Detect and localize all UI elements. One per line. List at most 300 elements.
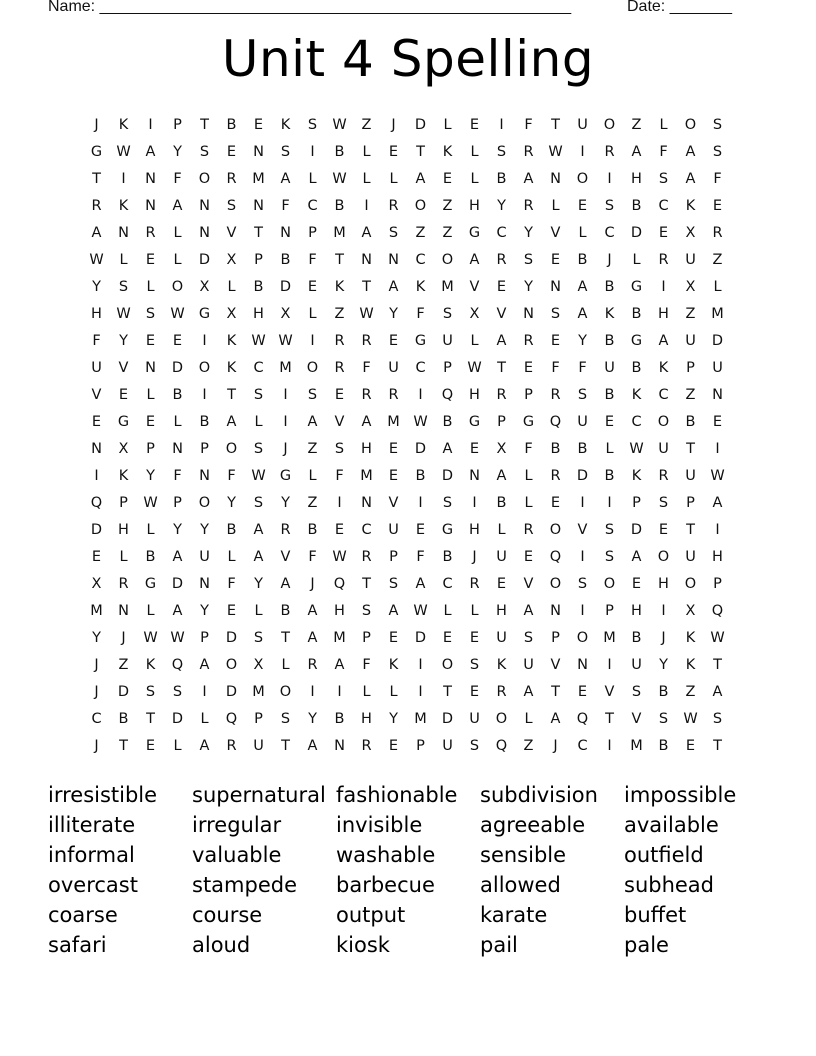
grid-letter[interactable]: N	[550, 170, 561, 187]
grid-letter[interactable]: U	[496, 548, 507, 565]
grid-letter[interactable]: Z	[118, 656, 129, 673]
grid-letter[interactable]: L	[362, 683, 371, 700]
grid-letter[interactable]: G	[441, 521, 454, 538]
grid-letter[interactable]: O	[684, 116, 697, 133]
grid-letter[interactable]: V	[388, 494, 399, 511]
grid-letter[interactable]: E	[226, 143, 237, 160]
grid-letter[interactable]: O	[603, 116, 616, 133]
grid-letter[interactable]: Z	[442, 224, 453, 241]
grid-letter[interactable]: F	[551, 359, 560, 376]
grid-letter[interactable]: B	[631, 305, 642, 322]
grid-letter[interactable]: M	[630, 737, 643, 754]
grid-letter[interactable]: U	[199, 548, 210, 565]
grid-letter[interactable]: X	[91, 575, 102, 592]
grid-letter[interactable]: V	[226, 224, 237, 241]
grid-letter[interactable]: T	[686, 521, 695, 538]
grid-letter[interactable]: A	[388, 602, 399, 619]
grid-letter[interactable]: S	[307, 386, 318, 403]
grid-letter[interactable]: U	[712, 359, 723, 376]
grid-letter[interactable]: R	[388, 197, 399, 214]
grid-letter[interactable]: L	[524, 494, 533, 511]
grid-letter[interactable]: I	[580, 143, 585, 160]
grid-letter[interactable]: E	[91, 413, 102, 430]
grid-letter[interactable]: O	[225, 440, 238, 457]
grid-letter[interactable]: T	[119, 737, 128, 754]
grid-letter[interactable]: F	[227, 467, 236, 484]
grid-letter[interactable]: R	[280, 521, 291, 538]
grid-letter[interactable]: E	[523, 359, 534, 376]
grid-letter[interactable]: W	[359, 305, 374, 322]
grid-letter[interactable]: Y	[200, 602, 209, 619]
grid-letter[interactable]: Z	[307, 494, 318, 511]
grid-letter[interactable]: E	[631, 575, 642, 592]
grid-letter[interactable]: E	[658, 224, 669, 241]
grid-letter[interactable]: H	[91, 305, 102, 322]
grid-letter[interactable]: R	[550, 467, 561, 484]
grid-letter[interactable]: E	[604, 413, 615, 430]
grid-letter[interactable]: A	[550, 710, 561, 727]
grid-letter[interactable]: V	[469, 278, 480, 295]
grid-letter[interactable]: O	[549, 575, 562, 592]
grid-letter[interactable]: I	[418, 386, 423, 403]
grid-letter[interactable]: R	[91, 197, 102, 214]
grid-letter[interactable]: V	[496, 305, 507, 322]
grid-letter[interactable]: E	[496, 575, 507, 592]
grid-letter[interactable]: T	[281, 629, 290, 646]
grid-letter[interactable]: S	[469, 737, 480, 754]
grid-letter[interactable]: J	[94, 656, 99, 673]
grid-letter[interactable]: W	[548, 143, 563, 160]
grid-letter[interactable]: Q	[441, 386, 454, 403]
grid-letter[interactable]: Y	[578, 332, 587, 349]
grid-letter[interactable]: K	[604, 305, 615, 322]
grid-letter[interactable]: T	[551, 683, 560, 700]
grid-letter[interactable]: W	[710, 467, 725, 484]
grid-letter[interactable]: B	[658, 737, 669, 754]
grid-letter[interactable]: T	[281, 737, 290, 754]
grid-letter[interactable]: I	[310, 683, 315, 700]
grid-letter[interactable]: I	[148, 116, 153, 133]
grid-letter[interactable]: D	[171, 359, 184, 376]
grid-letter[interactable]: K	[226, 332, 237, 349]
grid-letter[interactable]: M	[414, 710, 427, 727]
grid-letter[interactable]: D	[414, 440, 427, 457]
grid-letter[interactable]: P	[497, 413, 506, 430]
grid-letter[interactable]: S	[712, 116, 723, 133]
grid-letter[interactable]: I	[337, 683, 342, 700]
grid-letter[interactable]: A	[469, 251, 480, 268]
grid-letter[interactable]: C	[442, 575, 453, 592]
grid-letter[interactable]: P	[362, 629, 371, 646]
grid-letter[interactable]: R	[118, 575, 129, 592]
grid-letter[interactable]: W	[116, 305, 131, 322]
grid-letter[interactable]: K	[118, 467, 129, 484]
grid-letter[interactable]: R	[658, 467, 669, 484]
grid-letter[interactable]: J	[283, 440, 288, 457]
grid-letter[interactable]: A	[496, 332, 507, 349]
grid-letter[interactable]: B	[685, 413, 696, 430]
grid-letter[interactable]: K	[685, 656, 696, 673]
grid-letter[interactable]: M	[333, 224, 346, 241]
grid-letter[interactable]: B	[118, 710, 129, 727]
grid-letter[interactable]: Z	[334, 305, 345, 322]
grid-letter[interactable]: A	[496, 467, 507, 484]
grid-letter[interactable]: N	[361, 494, 372, 511]
grid-letter[interactable]: W	[683, 710, 698, 727]
grid-letter[interactable]: A	[577, 278, 588, 295]
grid-letter[interactable]: Y	[524, 278, 533, 295]
grid-letter[interactable]: I	[580, 548, 585, 565]
grid-letter[interactable]: B	[307, 521, 318, 538]
grid-letter[interactable]: M	[711, 305, 724, 322]
grid-letter[interactable]: S	[280, 143, 291, 160]
grid-letter[interactable]: G	[630, 278, 643, 295]
grid-letter[interactable]: P	[119, 494, 128, 511]
grid-letter[interactable]: K	[442, 143, 453, 160]
grid-letter[interactable]: E	[442, 629, 453, 646]
grid-letter[interactable]: R	[307, 656, 318, 673]
grid-letter[interactable]: W	[332, 170, 347, 187]
grid-letter[interactable]: N	[145, 197, 156, 214]
grid-letter[interactable]: A	[172, 602, 183, 619]
grid-letter[interactable]: H	[469, 197, 480, 214]
grid-letter[interactable]: A	[307, 602, 318, 619]
grid-letter[interactable]: Z	[361, 116, 372, 133]
date-field[interactable]: Date: _______	[627, 0, 732, 15]
grid-letter[interactable]: P	[146, 440, 155, 457]
grid-letter[interactable]: S	[469, 656, 480, 673]
grid-letter[interactable]: W	[89, 251, 104, 268]
grid-letter[interactable]: W	[170, 305, 185, 322]
grid-letter[interactable]: K	[226, 359, 237, 376]
grid-letter[interactable]: X	[253, 656, 264, 673]
grid-letter[interactable]: A	[199, 737, 210, 754]
grid-letter[interactable]: P	[551, 629, 560, 646]
grid-letter[interactable]: B	[496, 170, 507, 187]
grid-letter[interactable]: B	[253, 278, 264, 295]
grid-letter[interactable]: L	[389, 170, 398, 187]
grid-letter[interactable]: U	[523, 656, 534, 673]
grid-letter[interactable]: C	[658, 197, 669, 214]
grid-letter[interactable]: A	[712, 494, 723, 511]
grid-letter[interactable]: F	[335, 467, 344, 484]
grid-letter[interactable]: V	[91, 386, 102, 403]
grid-letter[interactable]: E	[226, 602, 237, 619]
grid-letter[interactable]: Q	[549, 413, 562, 430]
grid-letter[interactable]: O	[198, 494, 211, 511]
grid-letter[interactable]: M	[252, 170, 265, 187]
grid-letter[interactable]: Y	[173, 143, 182, 160]
grid-letter[interactable]: U	[388, 359, 399, 376]
grid-letter[interactable]: Z	[307, 440, 318, 457]
grid-letter[interactable]: R	[523, 143, 534, 160]
grid-letter[interactable]: W	[413, 413, 428, 430]
grid-letter[interactable]: S	[307, 116, 318, 133]
grid-letter[interactable]: B	[550, 440, 561, 457]
grid-letter[interactable]: Z	[523, 737, 534, 754]
grid-letter[interactable]: H	[712, 548, 723, 565]
grid-letter[interactable]: A	[280, 575, 291, 592]
grid-letter[interactable]: E	[577, 683, 588, 700]
grid-letter[interactable]: M	[279, 359, 292, 376]
grid-letter[interactable]: D	[90, 521, 103, 538]
grid-letter[interactable]: F	[524, 440, 533, 457]
grid-letter[interactable]: I	[310, 332, 315, 349]
grid-letter[interactable]: I	[715, 521, 720, 538]
grid-letter[interactable]: C	[604, 224, 615, 241]
grid-letter[interactable]: W	[278, 332, 293, 349]
grid-letter[interactable]: S	[604, 548, 615, 565]
grid-letter[interactable]: U	[91, 359, 102, 376]
grid-letter[interactable]: I	[607, 170, 612, 187]
grid-letter[interactable]: L	[524, 467, 533, 484]
grid-letter[interactable]: L	[443, 602, 452, 619]
grid-letter[interactable]: A	[307, 413, 318, 430]
grid-letter[interactable]: I	[418, 494, 423, 511]
grid-letter[interactable]: T	[605, 710, 614, 727]
grid-letter[interactable]: B	[334, 143, 345, 160]
grid-letter[interactable]: H	[469, 521, 480, 538]
grid-letter[interactable]: L	[362, 170, 371, 187]
grid-letter[interactable]: X	[226, 305, 237, 322]
grid-letter[interactable]: A	[442, 440, 453, 457]
grid-letter[interactable]: C	[415, 359, 426, 376]
grid-letter[interactable]: R	[658, 251, 669, 268]
grid-letter[interactable]: U	[442, 737, 453, 754]
grid-letter[interactable]: I	[472, 494, 477, 511]
grid-letter[interactable]: L	[281, 656, 290, 673]
grid-letter[interactable]: R	[145, 224, 156, 241]
grid-letter[interactable]: T	[713, 737, 722, 754]
grid-letter[interactable]: N	[253, 197, 264, 214]
grid-letter[interactable]: J	[94, 737, 99, 754]
grid-letter[interactable]: U	[388, 521, 399, 538]
grid-letter[interactable]: S	[253, 440, 264, 457]
grid-letter[interactable]: E	[172, 332, 183, 349]
grid-letter[interactable]: I	[607, 494, 612, 511]
grid-letter[interactable]: F	[281, 197, 290, 214]
grid-letter[interactable]: B	[199, 413, 210, 430]
grid-letter[interactable]: I	[580, 494, 585, 511]
grid-letter[interactable]: A	[523, 602, 534, 619]
grid-letter[interactable]: F	[308, 548, 317, 565]
grid-letter[interactable]: S	[631, 683, 642, 700]
grid-letter[interactable]: S	[577, 575, 588, 592]
grid-letter[interactable]: E	[91, 548, 102, 565]
grid-letter[interactable]: W	[170, 629, 185, 646]
grid-letter[interactable]: S	[550, 305, 561, 322]
grid-letter[interactable]: G	[414, 332, 427, 349]
grid-letter[interactable]: I	[418, 656, 423, 673]
grid-letter[interactable]: N	[172, 440, 183, 457]
grid-letter[interactable]: U	[685, 251, 696, 268]
grid-letter[interactable]: R	[523, 521, 534, 538]
grid-letter[interactable]: L	[173, 224, 182, 241]
grid-letter[interactable]: N	[253, 143, 264, 160]
grid-letter[interactable]: E	[469, 116, 480, 133]
grid-letter[interactable]: A	[415, 575, 426, 592]
grid-letter[interactable]: E	[145, 332, 156, 349]
grid-letter[interactable]: D	[279, 278, 292, 295]
grid-letter[interactable]: L	[497, 521, 506, 538]
grid-letter[interactable]: S	[118, 278, 129, 295]
grid-letter[interactable]: Q	[90, 494, 103, 511]
grid-letter[interactable]: S	[253, 386, 264, 403]
grid-letter[interactable]: L	[524, 710, 533, 727]
grid-letter[interactable]: R	[712, 224, 723, 241]
grid-letter[interactable]: G	[90, 143, 103, 160]
grid-letter[interactable]: Y	[146, 467, 155, 484]
grid-letter[interactable]: C	[631, 413, 642, 430]
grid-letter[interactable]: A	[361, 413, 372, 430]
grid-letter[interactable]: H	[658, 305, 669, 322]
grid-letter[interactable]: A	[199, 656, 210, 673]
grid-letter[interactable]: E	[253, 116, 264, 133]
grid-letter[interactable]: B	[604, 278, 615, 295]
grid-letter[interactable]: R	[226, 170, 237, 187]
grid-letter[interactable]: B	[604, 386, 615, 403]
grid-letter[interactable]: N	[712, 386, 723, 403]
grid-letter[interactable]: E	[145, 413, 156, 430]
grid-letter[interactable]: E	[712, 413, 723, 430]
grid-letter[interactable]: D	[630, 224, 643, 241]
grid-letter[interactable]: T	[686, 440, 695, 457]
grid-letter[interactable]: E	[712, 197, 723, 214]
grid-letter[interactable]: M	[603, 629, 616, 646]
grid-letter[interactable]: J	[310, 575, 315, 592]
grid-letter[interactable]: V	[604, 683, 615, 700]
grid-letter[interactable]: K	[118, 197, 129, 214]
grid-letter[interactable]: S	[199, 143, 210, 160]
grid-letter[interactable]: E	[550, 494, 561, 511]
grid-letter[interactable]: H	[631, 602, 642, 619]
grid-letter[interactable]: S	[712, 710, 723, 727]
grid-letter[interactable]: H	[361, 440, 372, 457]
grid-letter[interactable]: E	[145, 251, 156, 268]
grid-letter[interactable]: L	[659, 116, 668, 133]
grid-letter[interactable]: A	[145, 143, 156, 160]
grid-letter[interactable]: G	[279, 467, 292, 484]
grid-letter[interactable]: A	[172, 548, 183, 565]
grid-letter[interactable]: Y	[92, 278, 101, 295]
grid-letter[interactable]: X	[280, 305, 291, 322]
grid-letter[interactable]: M	[387, 413, 400, 430]
grid-letter[interactable]: I	[661, 278, 666, 295]
grid-letter[interactable]: C	[361, 521, 372, 538]
grid-letter[interactable]: T	[362, 575, 371, 592]
grid-letter[interactable]: O	[549, 521, 562, 538]
grid-letter[interactable]: S	[523, 629, 534, 646]
grid-letter[interactable]: C	[658, 386, 669, 403]
grid-letter[interactable]: S	[496, 143, 507, 160]
grid-letter[interactable]: I	[337, 494, 342, 511]
grid-letter[interactable]: N	[550, 602, 561, 619]
grid-letter[interactable]: S	[280, 710, 291, 727]
grid-letter[interactable]: F	[362, 359, 371, 376]
grid-letter[interactable]: V	[550, 656, 561, 673]
grid-letter[interactable]: N	[118, 224, 129, 241]
grid-letter[interactable]: L	[200, 710, 209, 727]
grid-letter[interactable]: S	[442, 305, 453, 322]
grid-letter[interactable]: K	[658, 359, 669, 376]
grid-letter[interactable]: W	[332, 548, 347, 565]
grid-letter[interactable]: R	[496, 251, 507, 268]
grid-letter[interactable]: L	[119, 548, 128, 565]
grid-letter[interactable]: Y	[92, 629, 101, 646]
grid-letter[interactable]: X	[226, 251, 237, 268]
grid-letter[interactable]: O	[576, 170, 589, 187]
grid-letter[interactable]: F	[659, 143, 668, 160]
grid-letter[interactable]: P	[173, 116, 182, 133]
grid-letter[interactable]: O	[441, 251, 454, 268]
grid-letter[interactable]: Z	[712, 251, 723, 268]
grid-letter[interactable]: B	[631, 197, 642, 214]
grid-letter[interactable]: L	[362, 143, 371, 160]
grid-letter[interactable]: A	[523, 170, 534, 187]
grid-letter[interactable]: O	[171, 278, 184, 295]
grid-letter[interactable]: L	[443, 116, 452, 133]
grid-letter[interactable]: T	[92, 170, 101, 187]
grid-letter[interactable]: O	[603, 575, 616, 592]
grid-letter[interactable]: Z	[685, 386, 696, 403]
grid-letter[interactable]: R	[361, 737, 372, 754]
grid-letter[interactable]: B	[172, 386, 183, 403]
grid-letter[interactable]: E	[658, 521, 669, 538]
grid-letter[interactable]: L	[146, 386, 155, 403]
grid-letter[interactable]: L	[119, 251, 128, 268]
grid-letter[interactable]: A	[631, 548, 642, 565]
grid-letter[interactable]: X	[199, 278, 210, 295]
grid-letter[interactable]: R	[388, 386, 399, 403]
grid-letter[interactable]: V	[523, 575, 534, 592]
grid-letter[interactable]: N	[199, 197, 210, 214]
grid-letter[interactable]: G	[522, 413, 535, 430]
grid-letter[interactable]: S	[658, 710, 669, 727]
grid-letter[interactable]: B	[334, 197, 345, 214]
grid-letter[interactable]: D	[630, 521, 643, 538]
grid-letter[interactable]: N	[388, 251, 399, 268]
grid-letter[interactable]: B	[226, 521, 237, 538]
grid-letter[interactable]: U	[253, 737, 264, 754]
grid-letter[interactable]: S	[226, 197, 237, 214]
grid-letter[interactable]: T	[335, 251, 344, 268]
grid-letter[interactable]: W	[710, 629, 725, 646]
grid-letter[interactable]: U	[685, 467, 696, 484]
grid-letter[interactable]: B	[442, 413, 453, 430]
grid-letter[interactable]: R	[496, 683, 507, 700]
grid-letter[interactable]: B	[415, 467, 426, 484]
grid-letter[interactable]: I	[202, 332, 207, 349]
grid-letter[interactable]: S	[712, 143, 723, 160]
grid-letter[interactable]: N	[280, 224, 291, 241]
grid-letter[interactable]: L	[254, 413, 263, 430]
grid-letter[interactable]: R	[496, 386, 507, 403]
grid-letter[interactable]: E	[388, 467, 399, 484]
grid-letter[interactable]: H	[361, 710, 372, 727]
grid-letter[interactable]: K	[496, 656, 507, 673]
grid-letter[interactable]: I	[607, 737, 612, 754]
grid-letter[interactable]: P	[173, 494, 182, 511]
grid-letter[interactable]: W	[251, 467, 266, 484]
grid-letter[interactable]: L	[173, 251, 182, 268]
grid-letter[interactable]: S	[604, 197, 615, 214]
grid-letter[interactable]: Y	[119, 332, 128, 349]
grid-letter[interactable]: L	[308, 467, 317, 484]
grid-letter[interactable]: P	[254, 710, 263, 727]
grid-letter[interactable]: B	[577, 440, 588, 457]
grid-letter[interactable]: T	[254, 224, 263, 241]
grid-letter[interactable]: P	[713, 575, 722, 592]
